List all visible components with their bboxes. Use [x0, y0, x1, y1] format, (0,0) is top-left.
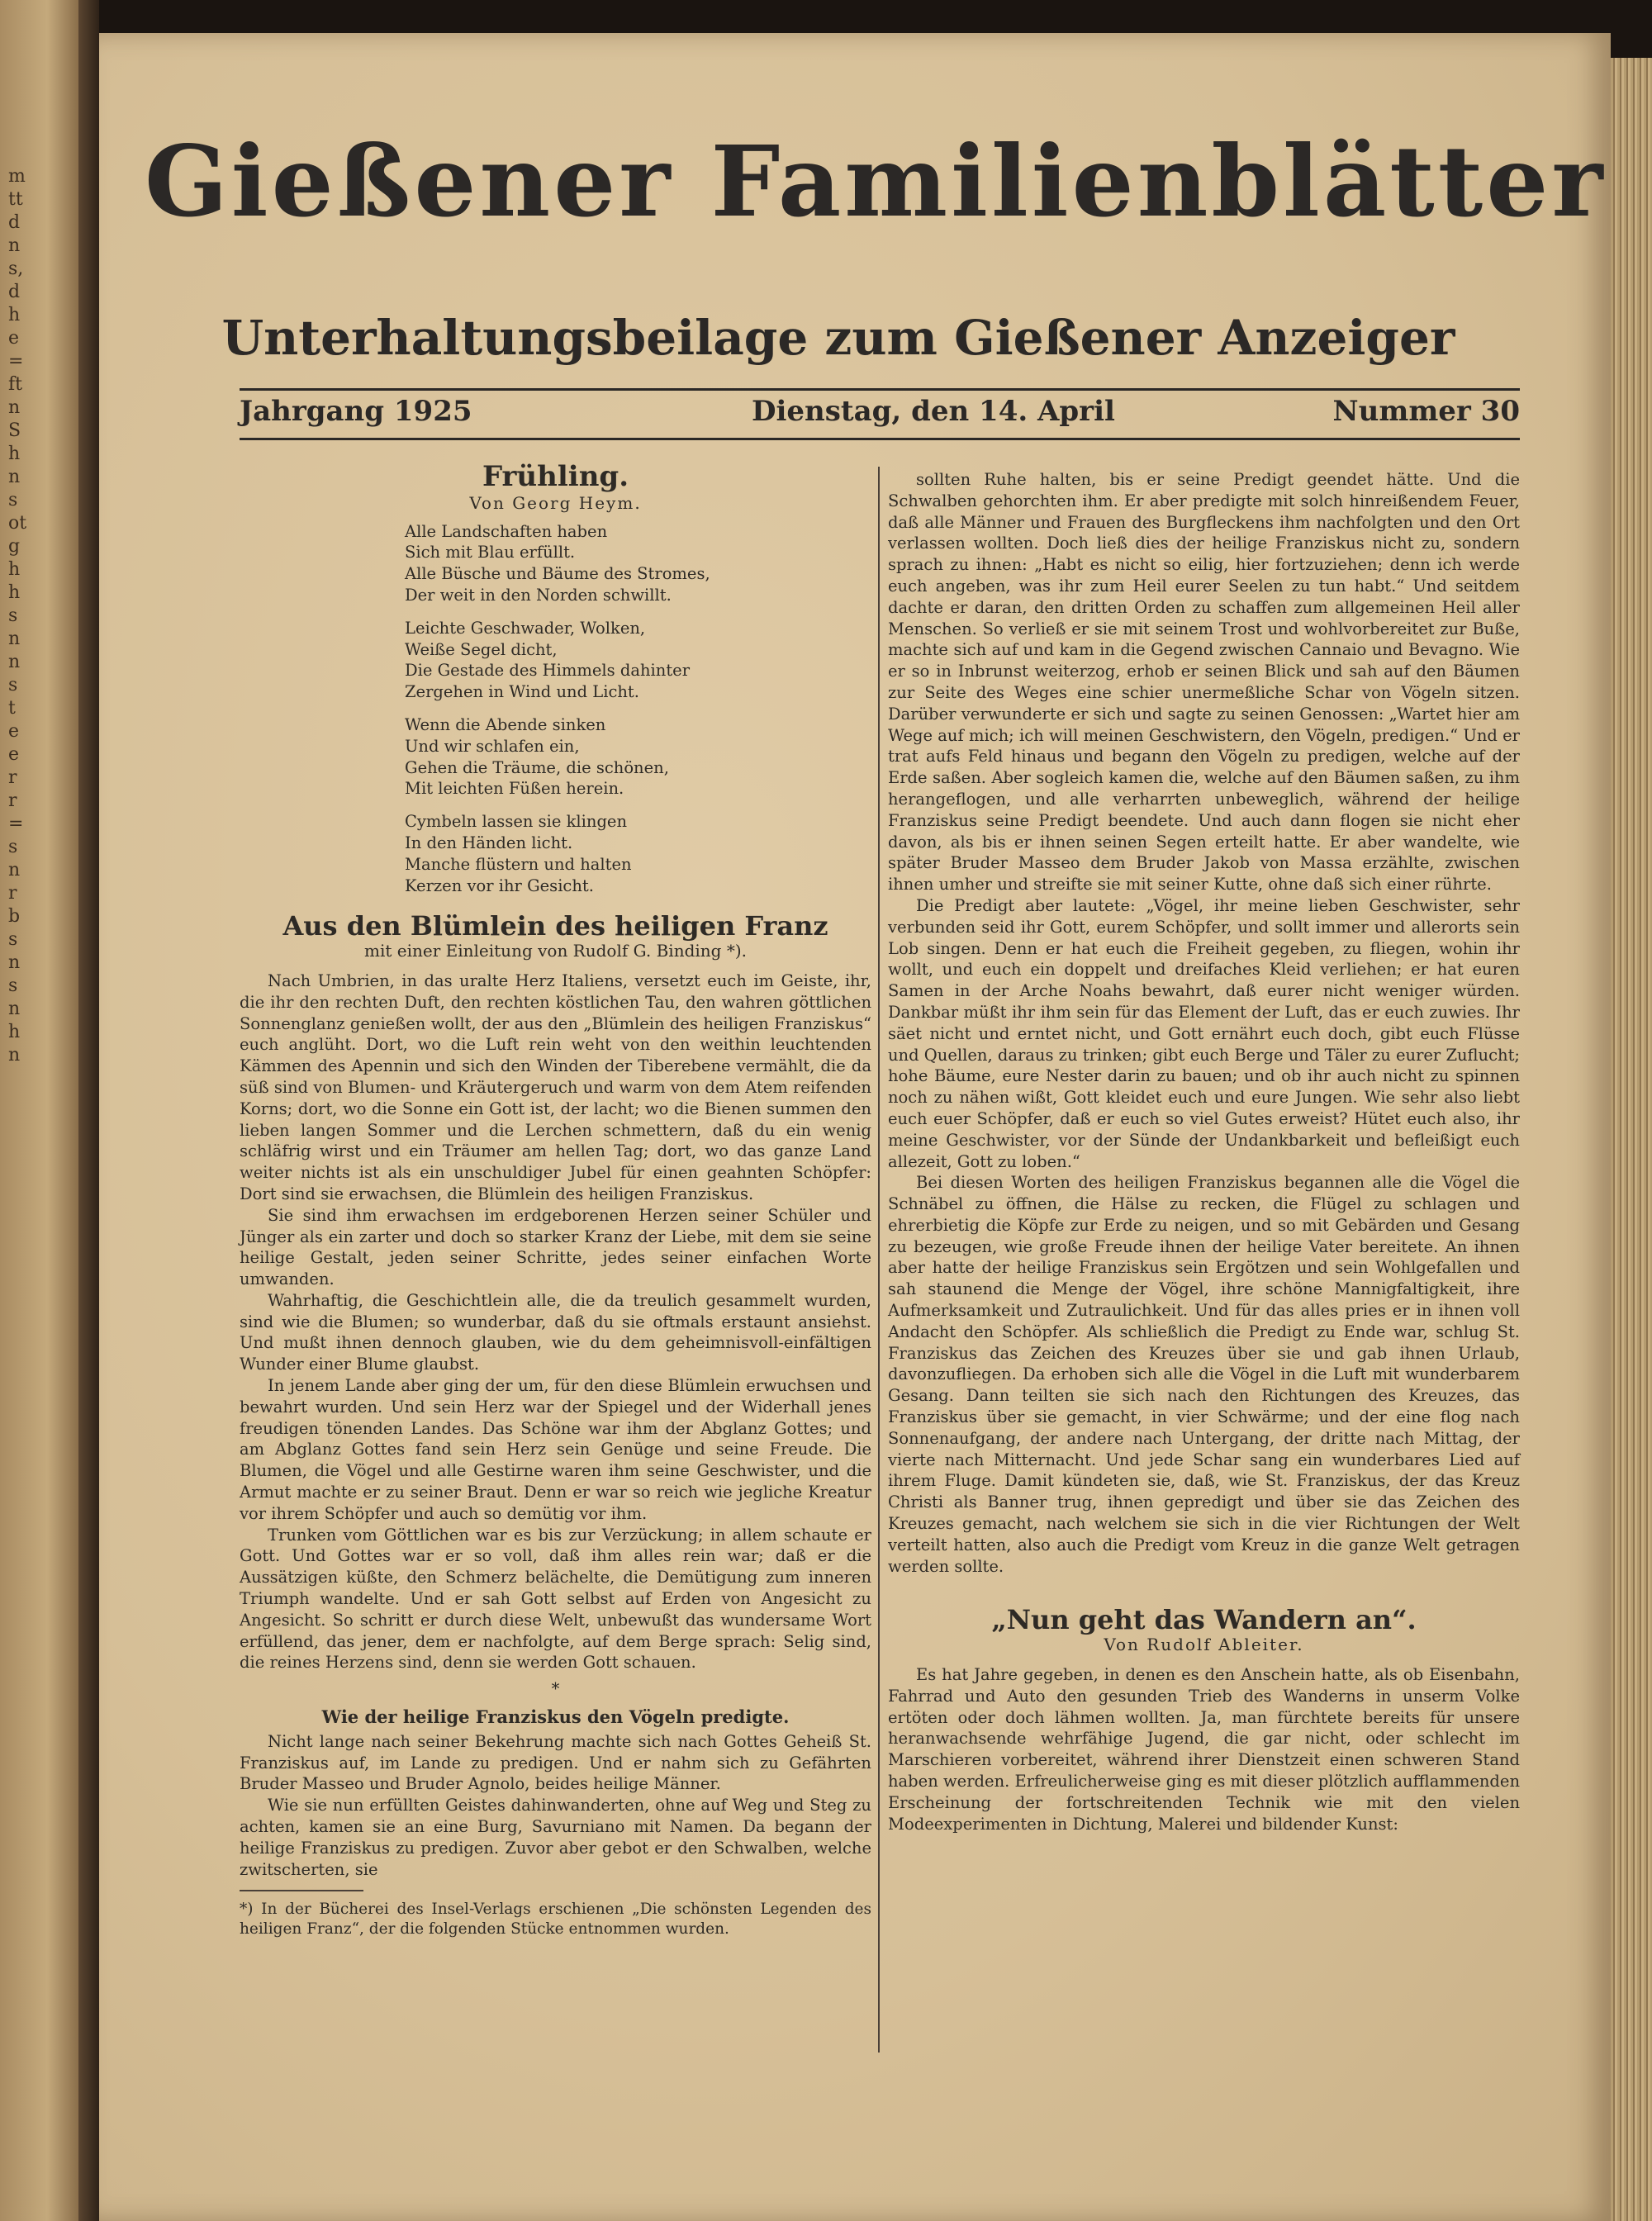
adjacent-page-fragment: d	[8, 282, 21, 302]
poem-stanzas	[240, 521, 871, 897]
adjacent-page-fragment: h	[8, 1022, 21, 1042]
poem-line: Mit leichten Füßen herein.	[405, 779, 624, 799]
masthead-rule-bottom	[240, 438, 1520, 440]
adjacent-page-fragment: h	[8, 582, 21, 603]
poem-line: Zergehen in Wind und Licht.	[405, 682, 639, 702]
adjacent-page-fragment: r	[8, 883, 17, 904]
column-divider	[878, 467, 880, 2053]
section-paragraphs	[240, 1731, 871, 1881]
adjacent-page-fragment: =	[8, 351, 24, 372]
wandern-paragraph: Es hat Jahre gegeben, in denen es den Anschein hatte, als ob Eisenbahn, Fahrrad und Auto den gesunden Trieb des Wanderns in unserm Volke ertöten oder doch lähmen wollten. Ja, man fürchtete bereits für unsere heranwachsende wehrfähige Jugend, die gar nicht, oder schlecht im Marschieren vorbereitet, während ihrer Dienstzeit einen schweren Stand haben werden. Erfreulicherweise ging es mit dieser plötzlich aufflammenden Erscheinung der fortschreitenden Technik wie mit den vielen Modeexperimenten in Dichtung, Malerei und bildender Kunst:	[888, 1665, 1520, 1834]
poem-line: Alle Büsche und Bäume des Stromes,	[405, 564, 710, 584]
poem-stanza	[405, 618, 871, 703]
paragraph: sollten Ruhe halten, bis er seine Predigt geendet hätte. Und die Schwalben gehorchten ihm. Er aber predigte mit solch hinreißendem Feuer, daß alle Männer und Frauen des Burgfleckens ihm nachfolgten und den Ort verlassen wollten. Doch ließ dies der heilige Franziskus nicht zu, sondern sprach zu ihnen: „Habt es nicht so eilig, hier fortzuziehen; denn ich werde euch angeben, was ihr zum Heil eurer Seelen zu tun habt.“ Und seitdem dachte er daran, den dritten Orden zu schaffen zum allgemeinen Heil aller Menschen. So verließ er sie mit seinem Trost und wohlvorbereitet zur Buße, machte sich auf und kam in die Gegend zwischen Cannaio und Bevagno. Wie er so in Inbrunst weiterzog, erhob er seinen Blick und sah auf den Bäumen zur Seite des Weges eine schier unermeßliche Schar von Vögeln sitzen. Darüber verwunderte er sich und sagte zu seinen Genossen: „Wartet hier am Wege auf mich; ich will meinen Geschwistern, den Vögeln, predigen.“ Und er trat aufs Feld hinaus und begann den Vögeln zu predigen, welche auf der Erde saßen. Aber sogleich kamen die, welche auf den Bäumen saßen, zu ihm herangeflogen, und alle verharrten unbeweglich, während der heilige Franziskus seine Predigt beendete. Und auch dann flogen sie nicht eher davon, als bis er ihnen seinen Segen erteilt hatte. Er aber wandelte, wie später Bruder Masseo dem Bruder Jakob von Massa erzählte, zwischen ihnen umher und streifte sie mit seiner Kutte, ohne daß sich einer rührte.	[888, 470, 1520, 895]
adjacent-page-fragment: d	[8, 212, 21, 233]
adjacent-page-fragment: r	[8, 767, 17, 788]
poem-author: Von Georg Heym.	[469, 492, 642, 513]
adjacent-page-fragment: =	[8, 814, 24, 834]
issue-year: Jahrgang 1925	[240, 395, 472, 428]
poem-line: Alle Landschaften haben	[405, 521, 608, 541]
adjacent-page-fragment: ft	[8, 374, 22, 395]
poem-line: Cymbeln lassen sie klingen	[405, 812, 628, 832]
adjacent-page-fragment: b	[8, 906, 21, 927]
paragraph: Wie sie nun erfüllten Geistes dahinwanderten, ohne auf Weg und Steg zu achten, kamen sie an eine Burg, Savurniano mit Namen. Da begann der heilige Franziskus zu predigen. Zuvor aber gebot er den Schwalben, welche zwitscherten, sie	[240, 1796, 871, 1879]
wandern-author: Von Rudolf Ableiter.	[1104, 1635, 1304, 1655]
adjacent-page-text	[8, 165, 66, 1067]
wandern-title: „Nun geht das Wandern an“.	[991, 1604, 1417, 1636]
adjacent-page	[0, 0, 78, 2221]
poem-line: Und wir schlafen ein,	[405, 736, 580, 756]
paragraph: Trunken vom Göttlichen war es bis zur Verzückung; in allem schaute er Gott. Und Gottes war er so voll, daß ihm alles rein war; daß er die Aussätzigen küßte, den Schmerz belächelte, die Demütigung zum inneren Triumph wandelte. Und er sah Gott selbst auf Erden von Angesicht zu Angesicht. So schritt er durch diese Welt, unbewußt das wundersame Wort erfüllend, das jener, dem er nachfolgte, auf dem Berge sprach: Selig sind, die reines Herzens sind, denn sie werden Gott schauen.	[240, 1525, 871, 1673]
adjacent-page-fragment: e	[8, 328, 20, 349]
article-paragraphs-left	[240, 971, 871, 1673]
poem-stanza	[405, 521, 871, 606]
adjacent-page-fragment: r	[8, 790, 17, 811]
poem-line: Leichte Geschwader, Wolken,	[405, 618, 646, 638]
poem-line: Die Gestade des Himmels dahinter	[405, 661, 691, 681]
poem-line: Weiße Segel dicht,	[405, 639, 558, 659]
adjacent-page-fragment: n	[8, 629, 21, 649]
right-column	[888, 469, 1520, 1834]
adjacent-page-fragment: s,	[8, 259, 24, 279]
masthead-title: Gießener Familienblätter	[145, 124, 1607, 239]
left-column	[240, 460, 871, 1939]
paragraph: Nicht lange nach seiner Bekehrung machte sich nach Gottes Geheiß St. Franziskus auf, im Lande zu predigen. Und er nahm sich zu Gefährten Bruder Masseo und Bruder Agnolo, beides heilige Männer.	[240, 1731, 871, 1794]
masthead-subtitle: Unterhaltungsbeilage zum Gießener Anzeiger	[221, 310, 1455, 366]
adjacent-page-fragment: s	[8, 929, 18, 950]
adjacent-page-fragment: n	[8, 467, 21, 487]
adjacent-page-fragment: h	[8, 559, 21, 580]
masthead-rule-top	[240, 388, 1520, 391]
adjacent-page-fragment: n	[8, 1045, 21, 1065]
poem-line: Der weit in den Norden schwillt.	[405, 585, 672, 605]
section-title: Wie der heilige Franziskus den Vögeln predigte.	[321, 1706, 790, 1728]
adjacent-page-fragment: tt	[8, 189, 23, 210]
adjacent-page-fragment: n	[8, 235, 21, 256]
issue-line	[240, 395, 1520, 436]
poem-line: Gehen die Träume, die schönen,	[405, 757, 669, 777]
paragraph: Die Predigt aber lautete: „Vögel, ihr meine lieben Geschwister, sehr verbunden seid ihr Gott, eurem Schöpfer, und sollt immer und allerorts sein Lob singen. Denn er hat euch die Freiheit gegeben, zu fliegen, wohin ihr wollt, und euch ein doppelt und dreifaches Kleid verliehen; er hat euren Samen in der Arche Noahs bewahrt, daß eurer nicht weniger würden. Dankbar müßt ihr ihm sein für das Element der Luft, das er euch zuwies. Ihr säet nicht und erntet nicht, und Gott ernährt euch doch, gibt euch Flüsse und Quellen, daraus zu trinken; gibt euch Berge und Täler zu eurer Zuflucht; hohe Bäume, eure Nester darin zu bauen; und ob ihr auch nicht zu spinnen noch zu nähen wißt, Gott kleidet euch und eure Jungen. Wie sehr also liebt euch euer Schöpfer, daß er euch so viel Gutes erweist? Hütet euch also, ihr meine Geschwister, vor der Sünde der Undankbarkeit und befleißigt euch allezeit, Gott zu loben.“	[888, 895, 1521, 1171]
adjacent-page-fragment: n	[8, 397, 21, 418]
footnote: *) In der Bücherei des Insel-Verlags erschienen „Die schönsten Legenden des heiligen Franz“, der die folgenden Stücke entnommen wurden.	[240, 1901, 871, 1939]
binding-gutter	[78, 0, 99, 2221]
adjacent-page-fragment: S	[8, 420, 21, 441]
section-star: *	[551, 1679, 560, 1699]
poem-line: In den Händen licht.	[405, 833, 573, 852]
adjacent-page-fragment: h	[8, 305, 21, 325]
adjacent-page-fragment: s	[8, 490, 18, 510]
adjacent-page-fragment: m	[8, 166, 26, 187]
adjacent-page-fragment: e	[8, 721, 20, 742]
adjacent-page-fragment: s	[8, 605, 18, 626]
adjacent-page-fragment: h	[8, 444, 21, 464]
adjacent-page-fragment: s	[8, 675, 18, 695]
paragraph: Nach Umbrien, in das uralte Herz Italiens, versetzt euch im Geiste, ihr, die ihr den rechten Duft, den rechten köstlichen Tau, den wahren göttlichen Sonnenglanz genießen wollt, der aus den „Blümlein des heiligen Franziskus“ euch anglüht. Dort, wo die Luft rein weht von den weithin leuchtenden Kämmen des Apennin und sich den Winden der Tiberebene vermählt, die da süß sind von Blumen- und Kräutergeruch und warm von dem Atem reifenden Korns; dort, wo die Sonne ein Gott ist, der lacht; wo die Bienen summen den lieben langen Sommer und die Lerchen schmettern, daß du ein wenig schläfrig wirst und ein Träumer am hellen Tag; dort, wo das ganze Land weiter nichts ist als ein unschuldiger Jubel für einen geahnten Schöpfer: Dort sind sie erwachsen, die Blümlein des heiligen Franziskus.	[240, 971, 871, 1203]
adjacent-page-fragment: ot	[8, 513, 27, 534]
article-subtitle: mit einer Einleitung von Rudolf G. Binding *).	[364, 941, 747, 961]
adjacent-page-fragment: s	[8, 975, 18, 996]
page-edges	[1611, 58, 1652, 2221]
poem-line: Manche flüstern und halten	[405, 854, 632, 874]
poem-line: Wenn die Abende sinken	[405, 714, 606, 734]
poem-line: Kerzen vor ihr Gesicht.	[405, 876, 594, 895]
issue-date: Dienstag, den 14. April	[752, 395, 1115, 428]
adjacent-page-fragment: n	[8, 860, 21, 880]
adjacent-page-fragment: e	[8, 744, 20, 765]
adjacent-page-fragment: n	[8, 952, 21, 973]
article-paragraphs-right	[888, 469, 1520, 1577]
poem-stanza	[405, 714, 871, 800]
article-title: Aus den Blümlein des heiligen Franz	[282, 910, 828, 942]
footnote-rule	[240, 1890, 363, 1891]
adjacent-page-fragment: t	[8, 698, 16, 719]
adjacent-page-fragment: s	[8, 837, 18, 857]
issue-number: Nummer 30	[1332, 395, 1520, 428]
poem-stanza	[405, 811, 871, 896]
poem-line: Sich mit Blau erfüllt.	[405, 543, 576, 562]
paragraph: Sie sind ihm erwachsen im erdgeborenen Herzen seiner Schüler und Jünger als ein zarter und doch so starker Kranz der Liebe, mit dem sie seine heilige Gestalt, jeden seiner Schritte, jedes seiner einfachen Worte umwanden.	[240, 1205, 871, 1289]
paragraph: Wahrhaftig, die Geschichtlein alle, die da treulich gesammelt wurden, sind wie die Blumen; so wunderbar, daß du sie oftmals erstaunt ansiehst. Und mußt ihnen dennoch glauben, wie du dem geheimnisvoll-einfältigen Wunder einer Blume glaubst.	[240, 1290, 871, 1374]
paragraph: In jenem Lande aber ging der um, für den diese Blümlein erwuchsen und bewahrt wurden. Und sein Herz war der Spiegel und der Widerhall jenes freudigen tönenden Landes. Das Schöne war ihm der Abglanz Gottes; und am Abglanz Gottes fand sein Herz sein Genüge und seine Freude. Die Blumen, die Vögel und alle Gestirne waren ihm seine Geschwister, und die Armut machte er zu seiner Braut. Denn er war so reich wie jegliche Kreatur vor ihrem Schöpfer und auch so demütig vor ihm.	[240, 1376, 871, 1523]
poem-title: Frühling.	[482, 460, 629, 493]
paragraph: Bei diesen Worten des heiligen Franziskus begannen alle die Vögel die Schnäbel zu öffnen, die Hälse zu recken, die Flügel zu schlagen und ehrerbietig die Köpfe zur Erde zu neigen, und so mit Gebärden und Gesang zu bezeugen, wie große Freude ihnen der heilige Vater bereitete. An ihnen aber hatte der heilige Franziskus sein Ergötzen und sein Wohlgefallen und sah staunend die Menge der Vögel, ihre schöne Mannigfaltigkeit, ihre Aufmerksamkeit und Zutraulichkeit. Und für das alles pries er in ihnen voll Andacht den Schöpfer. Als schließlich die Predigt zu Ende war, schlug St. Franziskus das Zeichen des Kreuzes über sie und gab ihnen Urlaub, davonzufliegen. Da erhoben sich alle die Vögel in die Luft mit wunderbarem Gesang. Dann teilten sie sich nach den Richtungen des Kreuzes, das Franziskus über sie gemacht, in vier Schwärme; und der eine flog nach Sonnenaufgang, der andere nach Untergang, der dritte nach Mittag, der vierte nach Mitternacht. Und jede Schar sang ein wunderbares Lied auf ihrem Fluge. Damit kündeten sie, daß, wie St. Franziskus, der das Kreuz Christi als Banner trug, ihnen gepredigt und über sie das Zeichen des Kreuzes gemacht, nach welchem sie sich in die vier Richtungen der Welt verteilt hatten, also auch die Predigt vom Kreuz in die ganze Welt getragen werden sollte.	[888, 1173, 1520, 1576]
adjacent-page-fragment: n	[8, 652, 21, 672]
adjacent-page-fragment: g	[8, 536, 21, 557]
adjacent-page-fragment: n	[8, 999, 21, 1019]
